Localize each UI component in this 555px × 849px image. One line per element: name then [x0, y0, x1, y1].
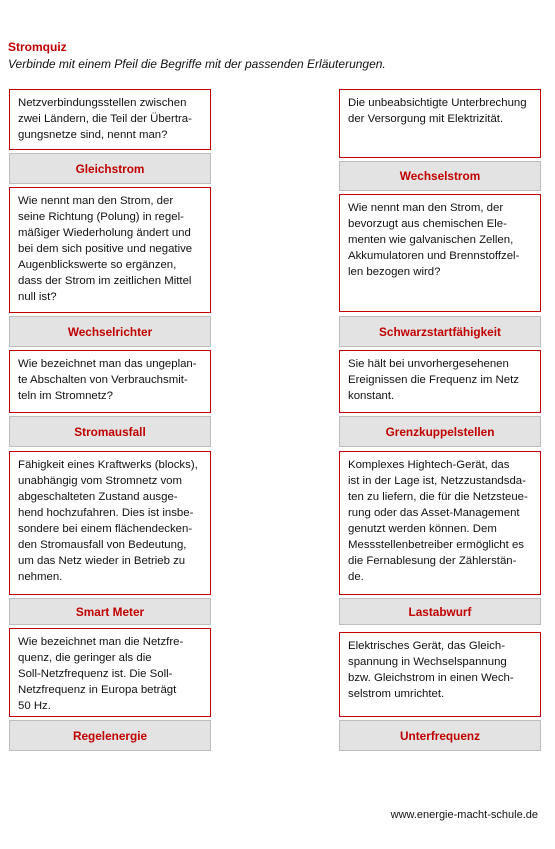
quiz-title: Stromquiz [8, 40, 67, 54]
question-box-right-4: Komplexes Hightech-Gerät, das ist in der Lage ist, Netzzustandsda- ten zu liefern, die für die Netzsteue- rung oder das Asset-Management genutzt werden können. Dem Messstellenbetreiber ermöglicht es die Fernablesung der Zählerstän- de. [339, 451, 541, 595]
quiz-instruction: Verbinde mit einem Pfeil die Begriffe mit der passenden Erläuterungen. [8, 57, 386, 71]
term-box-right-4[interactable]: Lastabwurf [339, 598, 541, 625]
term-box-right-2[interactable]: Schwarzstartfähigkeit [339, 316, 541, 347]
term-box-left-3[interactable]: Stromausfall [9, 416, 211, 447]
question-box-left-1: Netzverbindungsstellen zwischen zwei Ländern, die Teil der Übertra- gungsnetze sind, nennt man? [9, 89, 211, 150]
term-box-left-5[interactable]: Regelenergie [9, 720, 211, 751]
footer-url: www.energie-macht-schule.de [390, 809, 538, 821]
question-box-left-2: Wie nennt man den Strom, der seine Richtung (Polung) in regel- mäßiger Wiederholung ändert und bei dem sich positive und negative Augenblickswerte so ergänzen, dass der Strom im zeitlichen Mittel null ist? [9, 187, 211, 313]
question-box-right-2: Wie nennt man den Strom, der bevorzugt aus chemischen Ele- menten wie galvanischen Zellen, Akkumulatoren und Brennstoffzel- len bezogen wird? [339, 194, 541, 312]
question-box-right-5: Elektrisches Gerät, das Gleich- spannung in Wechselspannung bzw. Gleichstrom in einen Wech- selstrom umrichtet. [339, 632, 541, 717]
term-box-left-1[interactable]: Gleichstrom [9, 153, 211, 184]
term-box-left-2[interactable]: Wechselrichter [9, 316, 211, 347]
term-box-right-1[interactable]: Wechselstrom [339, 161, 541, 191]
term-box-left-4[interactable]: Smart Meter [9, 598, 211, 625]
question-box-left-4: Fähigkeit eines Kraftwerks (blocks), unabhängig vom Stromnetz vom abgeschalteten Zustand ausge- hend hochzufahren. Dies ist insbe- sondere bei einem flächendecken- den Stromausfall von Bedeutung, um das Netz wieder in Betrieb zu nehmen. [9, 451, 211, 595]
question-box-right-1: Die unbeabsichtigte Unterbrechung der Versorgung mit Elektrizität. [339, 89, 541, 158]
term-box-right-5[interactable]: Unterfrequenz [339, 720, 541, 751]
question-box-right-3: Sie hält bei unvorhergesehenen Ereignissen die Frequenz im Netz konstant. [339, 350, 541, 413]
term-box-right-3[interactable]: Grenzkuppelstellen [339, 416, 541, 447]
question-box-left-5: Wie bezeichnet man die Netzfre- quenz, die geringer als die Soll-Netzfrequenz ist. Die Soll- Netzfrequenz in Europa beträgt 50 Hz. [9, 628, 211, 717]
question-box-left-3: Wie bezeichnet man das ungeplan- te Abschalten von Verbrauchsmit- teln im Stromnetz? [9, 350, 211, 413]
